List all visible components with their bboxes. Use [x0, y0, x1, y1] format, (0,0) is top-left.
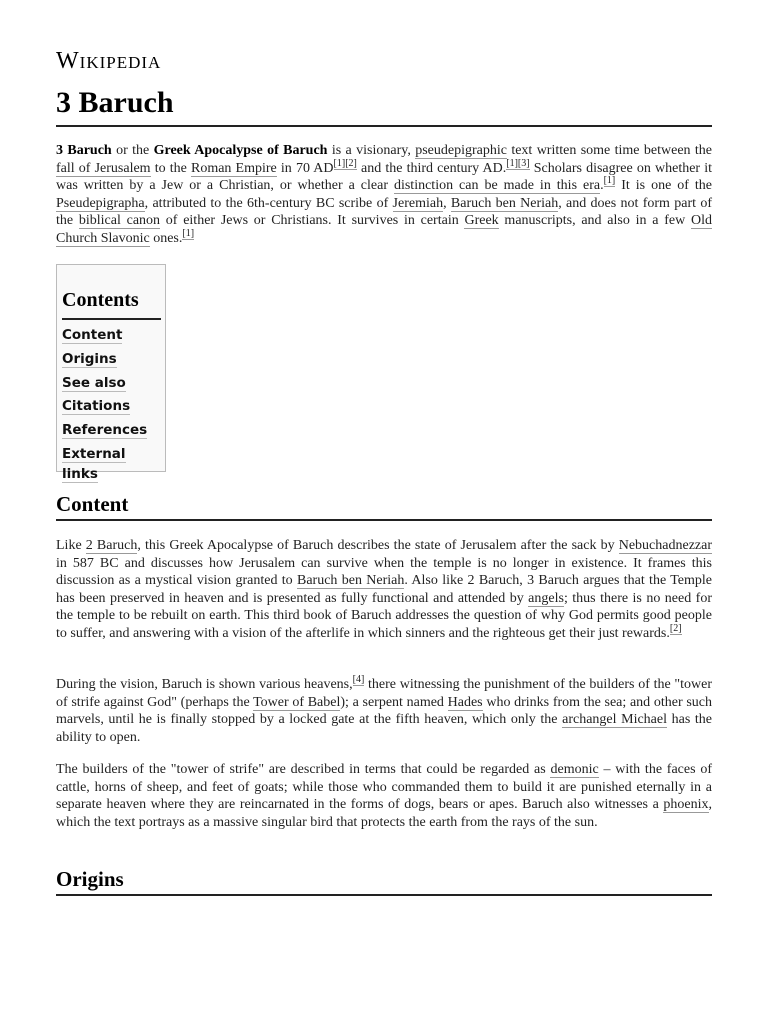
article-link[interactable]: distinction can be made in this era: [393, 178, 601, 193]
text-run: in 70 AD: [276, 160, 334, 176]
text-run: has the ability to open.: [56, 712, 713, 745]
article-link[interactable]: demonic: [550, 762, 599, 777]
wikipedia-logo[interactable]: [56, 48, 161, 75]
section-heading-origins: Origins: [56, 867, 124, 891]
citation-ref: [353, 674, 365, 686]
content-paragraph: [56, 761, 712, 831]
text-run: During the vision, Baruch is shown various heavens,: [56, 677, 353, 692]
text-run: in 587 BC and discusses how Jerusalem can survive when the temple is no longer in existence. It frames this discussion as a mystical vision granted to: [56, 555, 712, 588]
citation-link[interactable]: [4]: [352, 674, 365, 686]
toc-item: [62, 396, 165, 420]
text-run: who drinks from the sea; and other such marvels, until he is finally stopped by a locked gate at the fifth heaven, which only the: [56, 694, 712, 727]
text-run: – with the faces of cattle, horns of sheep, and feet of goats; while those who commanded them to build it are punished eternally in a separate heaven where they are reincarnated in the forms of dogs, bears or apes. Baruch also witnesses a: [56, 762, 712, 812]
article-link[interactable]: Baruch ben Neriah: [450, 195, 559, 211]
text-run: , attributed to the 6th-century BC scribe of: [144, 195, 393, 211]
citation-ref: [345, 158, 357, 170]
bold-term: 3 Baruch: [56, 143, 112, 158]
toc-item: [62, 349, 165, 373]
text-run: , which the text portrays as a massive singular bird that protects the earth from the rays of the sun.: [56, 797, 712, 830]
toc-link[interactable]: See also: [62, 374, 126, 391]
article-link[interactable]: Roman Empire: [190, 160, 277, 176]
article-link[interactable]: Hades: [447, 694, 483, 710]
page-title: 3 Baruch: [56, 86, 174, 119]
article-link[interactable]: Pseudepigrapha: [56, 195, 145, 211]
citation-link[interactable]: [1]: [182, 227, 195, 239]
citation-link[interactable]: [1]: [333, 157, 346, 169]
article-link[interactable]: pseudepigraphic: [415, 143, 507, 158]
bold-term: Greek Apocalypse of Baruch: [153, 143, 328, 158]
toc-divider: [62, 318, 161, 320]
toc-item: [62, 420, 165, 444]
toc-item: [62, 325, 165, 349]
content-paragraph: [56, 537, 712, 642]
article-link[interactable]: fall of Jerusalem: [56, 160, 151, 176]
article-link[interactable]: biblical canon: [78, 213, 161, 228]
section-heading-content: Content: [56, 492, 129, 516]
article-link[interactable]: Tower of Babel: [253, 694, 341, 710]
logo-wordmark: Wikipedia: [56, 48, 162, 74]
citation-ref: [182, 228, 194, 240]
citation-ref: [334, 158, 346, 170]
text-run: The builders of the "tower of strife" are described in terms that could be regarded as: [56, 762, 551, 777]
article-link[interactable]: Nebuchadnezzar: [618, 538, 713, 553]
citation-link[interactable]: [1]: [603, 175, 616, 187]
section-divider-origins: [56, 894, 712, 896]
title-divider: [56, 125, 712, 127]
article-link[interactable]: archangel Michael: [562, 712, 668, 727]
citation-ref: [518, 158, 530, 170]
text-run: , this Greek Apocalypse of Baruch describes the state of Jerusalem after the sack by: [137, 538, 619, 553]
toc-link[interactable]: External links: [62, 445, 126, 482]
citation-link[interactable]: [3]: [517, 157, 530, 169]
text-run: text written some time between the: [506, 143, 713, 158]
text-run: is a visionary,: [327, 143, 416, 158]
article-link[interactable]: 2 Baruch: [85, 538, 138, 553]
toc-item: [62, 444, 165, 482]
citation-link[interactable]: [1]: [506, 157, 518, 169]
text-run: Like: [56, 538, 86, 553]
text-run: ones.: [149, 230, 183, 246]
toc-link[interactable]: Content: [62, 327, 123, 343]
text-run: ); a serpent named: [340, 694, 448, 710]
toc-link[interactable]: Citations: [62, 398, 131, 415]
article-link[interactable]: Jeremiah: [392, 195, 444, 211]
text-run: It is one of the: [615, 178, 713, 193]
toc-title: Contents: [62, 289, 139, 311]
article-link[interactable]: angels: [528, 590, 564, 606]
citation-ref: [670, 623, 682, 635]
text-run: of either Jews or Christians. It survives in certain: [160, 213, 465, 228]
toc-link[interactable]: References: [62, 422, 148, 439]
text-run: manuscripts, and also in a few: [498, 213, 691, 228]
citation-ref: [604, 175, 616, 187]
section-divider-content: [56, 519, 712, 521]
text-run: and the third century AD.: [356, 160, 507, 176]
article-link[interactable]: Baruch ben Neriah: [297, 573, 405, 588]
text-run: . Also like 2 Baruch, 3 Baruch argues that the Temple has been preserved in heaven and is presented as fully functional and attended by: [56, 573, 713, 606]
table-of-contents: [56, 264, 166, 482]
text-run: or the: [111, 143, 154, 158]
text-run: .: [600, 178, 604, 193]
article-link[interactable]: phoenix: [663, 797, 709, 812]
toc-item: [62, 373, 165, 397]
text-run: ,: [443, 195, 451, 211]
citation-link[interactable]: [2]: [345, 157, 357, 169]
article-link[interactable]: Greek: [464, 213, 499, 228]
intro-paragraph: [56, 142, 712, 247]
text-run: Scholars disagree on whether it was written by a Jew or a Christian, or whether a clear: [56, 160, 713, 193]
citation-ref: [506, 158, 518, 170]
toc-list: [62, 325, 165, 482]
text-run: there witnessing the punishment of the builders of the "tower of strife against God" (perhaps the: [56, 677, 713, 710]
citation-link[interactable]: [2]: [669, 622, 682, 634]
content-paragraph: [56, 676, 712, 746]
text-run: , and does not form part of the: [56, 195, 712, 228]
toc-link[interactable]: Origins: [62, 350, 117, 367]
text-run: to the: [150, 160, 191, 176]
article-link[interactable]: Old Church Slavonic: [56, 213, 712, 246]
text-run: ; thus there is no need for the temple to be rebuilt on earth. This third book of Baruch addresses the question of why God permits good people to suffer, and answering with a vision of the afterlife in which sinners and the righteous get their just rewards.: [56, 590, 712, 641]
